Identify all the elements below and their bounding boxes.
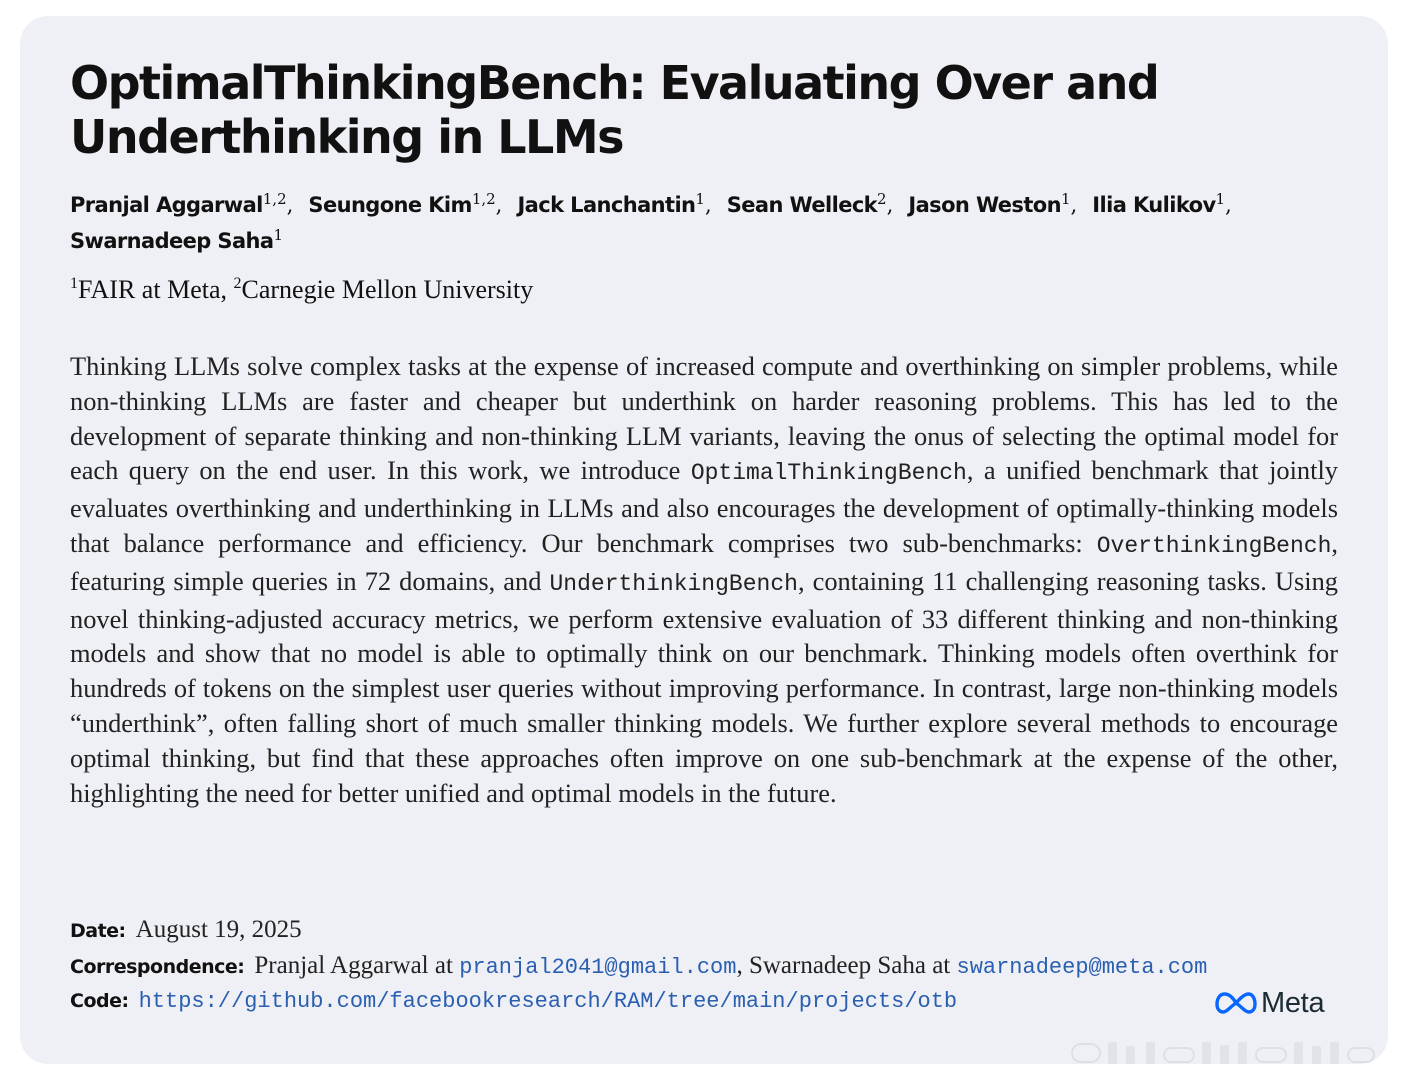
meta-infinity-icon bbox=[1215, 992, 1257, 1014]
author-name: Jack Lanchantin$^1$ bbox=[517, 190, 705, 217]
author-list: Pranjal Aggarwal$^{1,2}$, Seungone Kim$^{1,2}$, Jack Lanchantin$^1$, Sean Welleck$^2$, Jason Weston$^1$, Ilia Kulikov$^1$, Swarnadeep Saha$^1$ bbox=[70, 190, 1232, 253]
code-line bbox=[70, 985, 957, 1017]
correspondence-label: Correspondence: bbox=[70, 956, 245, 978]
watermark bbox=[1068, 1040, 1388, 1066]
affiliation-cmu: Carnegie Mellon University bbox=[241, 275, 534, 304]
author-name: Jason Weston$^1$ bbox=[908, 190, 1071, 217]
date-label: Date: bbox=[70, 920, 126, 942]
date-value: August 19, 2025 bbox=[135, 916, 302, 943]
affiliations: $^1$FAIR at Meta, $^2$Carnegie Mellon University bbox=[70, 275, 534, 304]
author-name: Ilia Kulikov$^1$ bbox=[1092, 190, 1226, 217]
sub-benchmark-name: OverthinkingBench bbox=[1096, 532, 1332, 559]
email-link[interactable]: swarnadeep@meta.com bbox=[956, 955, 1208, 980]
author-name: Seungone Kim$^{1,2}$ bbox=[308, 190, 496, 217]
meta-logo-text: Meta bbox=[1261, 986, 1325, 1019]
date-line bbox=[70, 915, 302, 946]
email-link[interactable]: pranjal2041@gmail.com bbox=[459, 955, 737, 980]
author-name: Sean Welleck$^2$ bbox=[726, 190, 887, 217]
sub-benchmark-name: UnderthinkingBench bbox=[549, 570, 798, 597]
correspondence-line: Correspondence: Pranjal Aggarwal at pranjal2041@gmail.com, Swarnadeep Saha at swarnadeep@meta.com bbox=[70, 952, 1208, 980]
paper-title: OptimalThinkingBench: Evaluating Over and Underthinking in LLMs bbox=[70, 56, 1159, 164]
abstract: Thinking LLMs solve complex tasks at the expense of increased compute and overthinking on simpler problems, while non-thinking LLMs are faster and cheaper but underthink on harder reasoning problems. This has led to the development of separate thinking and non-thinking LLM variants, leaving the onus of selecting the optimal model for each query on the end user. In this work, we introduce OptimalThinkingBench, a unified benchmark that jointly evaluates overthinking and underthinking in LLMs and also encourages the development of optimally-thinking models that balance performance and efficiency. Our benchmark comprises two sub-benchmarks: OverthinkingBench, featuring simple queries in 72 domains, and UnderthinkingBench, containing 11 challenging reasoning tasks. Using novel thinking-adjusted accuracy metrics, we perform extensive evaluation of 33 different thinking and non-thinking models and show that no model is able to optimally think on our benchmark. Thinking models often overthink for hundreds of tokens on the simplest user queries without improving performance. In contrast, large non-thinking models “underthink”, often falling short of much smaller thinking models. We further explore several methods to encourage optimal thinking, but find that these approaches often improve on one sub-benchmark at the expense of the other, highlighting the need for better unified and optimal models in the future. bbox=[70, 351, 1338, 808]
author-name: Pranjal Aggarwal$^{1,2}$ bbox=[70, 190, 287, 217]
author-name: Swarnadeep Saha$^1$ bbox=[70, 226, 283, 253]
code-label: Code: bbox=[70, 990, 129, 1012]
code-link[interactable]: https://github.com/facebookresearch/RAM/tree/main/projects/otb bbox=[138, 989, 958, 1014]
meta-logo bbox=[1215, 986, 1324, 1020]
benchmark-name: OptimalThinkingBench bbox=[690, 460, 967, 487]
affiliation-fair: FAIR at Meta bbox=[78, 275, 221, 304]
